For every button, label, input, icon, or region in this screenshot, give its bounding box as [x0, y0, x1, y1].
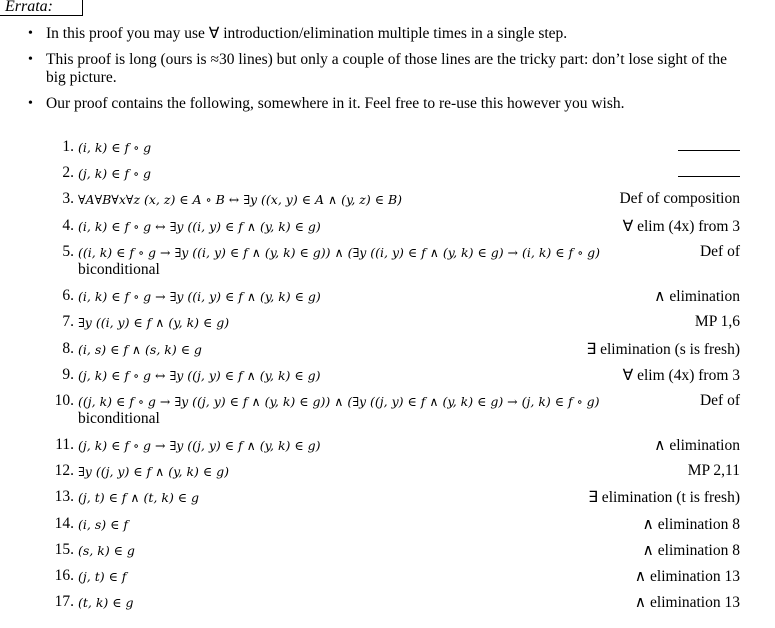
line-justification: ∀ elim (4x) from 3 [622, 218, 740, 235]
line-statement: ((i, k) ∈ f ∘ g → ∃y ((i, y) ∈ f ∧ (y, k) ∈ g)) ∧ (∃y ((i, y) ∈ f ∧ (y, k) ∈ g) → (i, k) ∈ f ∘ g) [78, 245, 601, 260]
line-number: 4. [62, 217, 74, 234]
proof-line [50, 340, 740, 360]
line-justification: ∧ elimination 13 [634, 568, 740, 585]
line-number: 1. [62, 138, 74, 155]
proof-line [50, 593, 740, 613]
line-statement: (i, s) ∈ f [78, 517, 128, 532]
line-justification: Def of [699, 392, 740, 409]
line-number: 10. [54, 392, 74, 409]
proof-line [50, 287, 740, 307]
proof-line [50, 515, 740, 535]
line-number: 8. [62, 340, 74, 357]
line-statement: ∃y ((j, y) ∈ f ∧ (y, k) ∈ g) [78, 464, 230, 479]
line-justification: ∀ elim (4x) from 3 [622, 367, 740, 384]
proof-line [50, 138, 740, 158]
line-number: 5. [62, 243, 74, 260]
line-number: 2. [62, 164, 74, 181]
justification-blank [678, 176, 740, 177]
line-number: 3. [62, 190, 74, 207]
proof-line [50, 462, 740, 482]
line-statement: (i, k) ∈ f ∘ g ↔ ∃y ((i, y) ∈ f ∧ (y, k) ∈ g) [78, 219, 321, 234]
line-justification: ∃ elimination (s is fresh) [586, 341, 740, 358]
line-statement: (s, k) ∈ g [78, 543, 135, 558]
bullet-item: • This proof is long (ours is ≈30 lines) but only a couple of those lines are the tricky part: don’t lose sight of the big picture. [28, 51, 740, 87]
line-justification: ∧ elimination 13 [634, 594, 740, 611]
proof-line [50, 567, 740, 587]
line-justification-continued: biconditional [78, 410, 160, 427]
proof-line [50, 436, 740, 456]
line-statement: (i, k) ∈ f ∘ g → ∃y ((i, y) ∈ f ∧ (y, k) ∈ g) [78, 289, 321, 304]
line-number: 9. [62, 366, 74, 383]
line-number: 12. [54, 462, 74, 479]
bullet-item: • In this proof you may use ∀ introduction/elimination multiple times in a single step. [28, 25, 740, 43]
proof-line [50, 243, 740, 278]
line-statement: (j, k) ∈ f ∘ g → ∃y ((j, y) ∈ f ∧ (y, k) ∈ g) [78, 438, 321, 453]
line-statement: ∃y ((i, y) ∈ f ∧ (y, k) ∈ g) [78, 315, 230, 330]
proof-line [50, 190, 740, 210]
line-justification: ∃ elimination (t is fresh) [588, 489, 740, 506]
line-number: 16. [54, 567, 74, 584]
line-number: 17. [54, 593, 74, 610]
justification-blank [678, 150, 740, 151]
line-number: 15. [54, 541, 74, 558]
proof-line [50, 313, 740, 333]
line-statement: (j, k) ∈ f ∘ g ↔ ∃y ((j, y) ∈ f ∧ (y, k) ∈ g) [78, 368, 321, 383]
line-justification-continued: biconditional [78, 261, 160, 278]
line-statement: (i, s) ∈ f ∧ (s, k) ∈ g [78, 342, 202, 357]
proof-line [50, 488, 740, 508]
line-justification: MP 1,6 [694, 313, 740, 330]
line-statement: (t, k) ∈ g [78, 595, 134, 610]
line-number: 6. [62, 287, 74, 304]
line-justification: Def of composition [619, 190, 740, 207]
proof-line [50, 392, 740, 427]
errata-title: Errata: [5, 0, 53, 15]
line-statement: (i, k) ∈ f ∘ g [78, 140, 152, 155]
line-statement: ∀A∀B∀x∀z (x, z) ∈ A ∘ B ↔ ∃y ((x, y) ∈ A ∧ (y, z) ∈ B) [78, 192, 403, 207]
bullet-item: • Our proof contains the following, somewhere in it. Feel free to re-use this however you wish. [28, 95, 740, 113]
line-number: 14. [54, 515, 74, 532]
line-justification: ∧ elimination 8 [642, 542, 740, 559]
bullet-list [28, 25, 740, 121]
line-statement: (j, t) ∈ f ∧ (t, k) ∈ g [78, 490, 200, 505]
proof-line [50, 541, 740, 561]
line-justification: MP 2,11 [687, 462, 740, 479]
line-statement: (j, k) ∈ f ∘ g [78, 166, 152, 181]
proof-line [50, 217, 740, 237]
line-justification: Def of [699, 243, 740, 260]
line-number: 7. [62, 313, 74, 330]
proof-line [50, 164, 740, 184]
line-justification: ∧ elimination [654, 288, 740, 305]
proof-line [50, 366, 740, 386]
line-statement: ((j, k) ∈ f ∘ g → ∃y ((j, y) ∈ f ∧ (y, k) ∈ g)) ∧ (∃y ((j, y) ∈ f ∧ (y, k) ∈ g) → (j, k) ∈ f ∘ g) [78, 394, 600, 409]
line-statement: (j, t) ∈ f [78, 569, 127, 584]
line-number: 11. [55, 436, 74, 453]
line-number: 13. [54, 488, 74, 505]
line-justification: ∧ elimination [654, 437, 740, 454]
line-justification: ∧ elimination 8 [642, 516, 740, 533]
